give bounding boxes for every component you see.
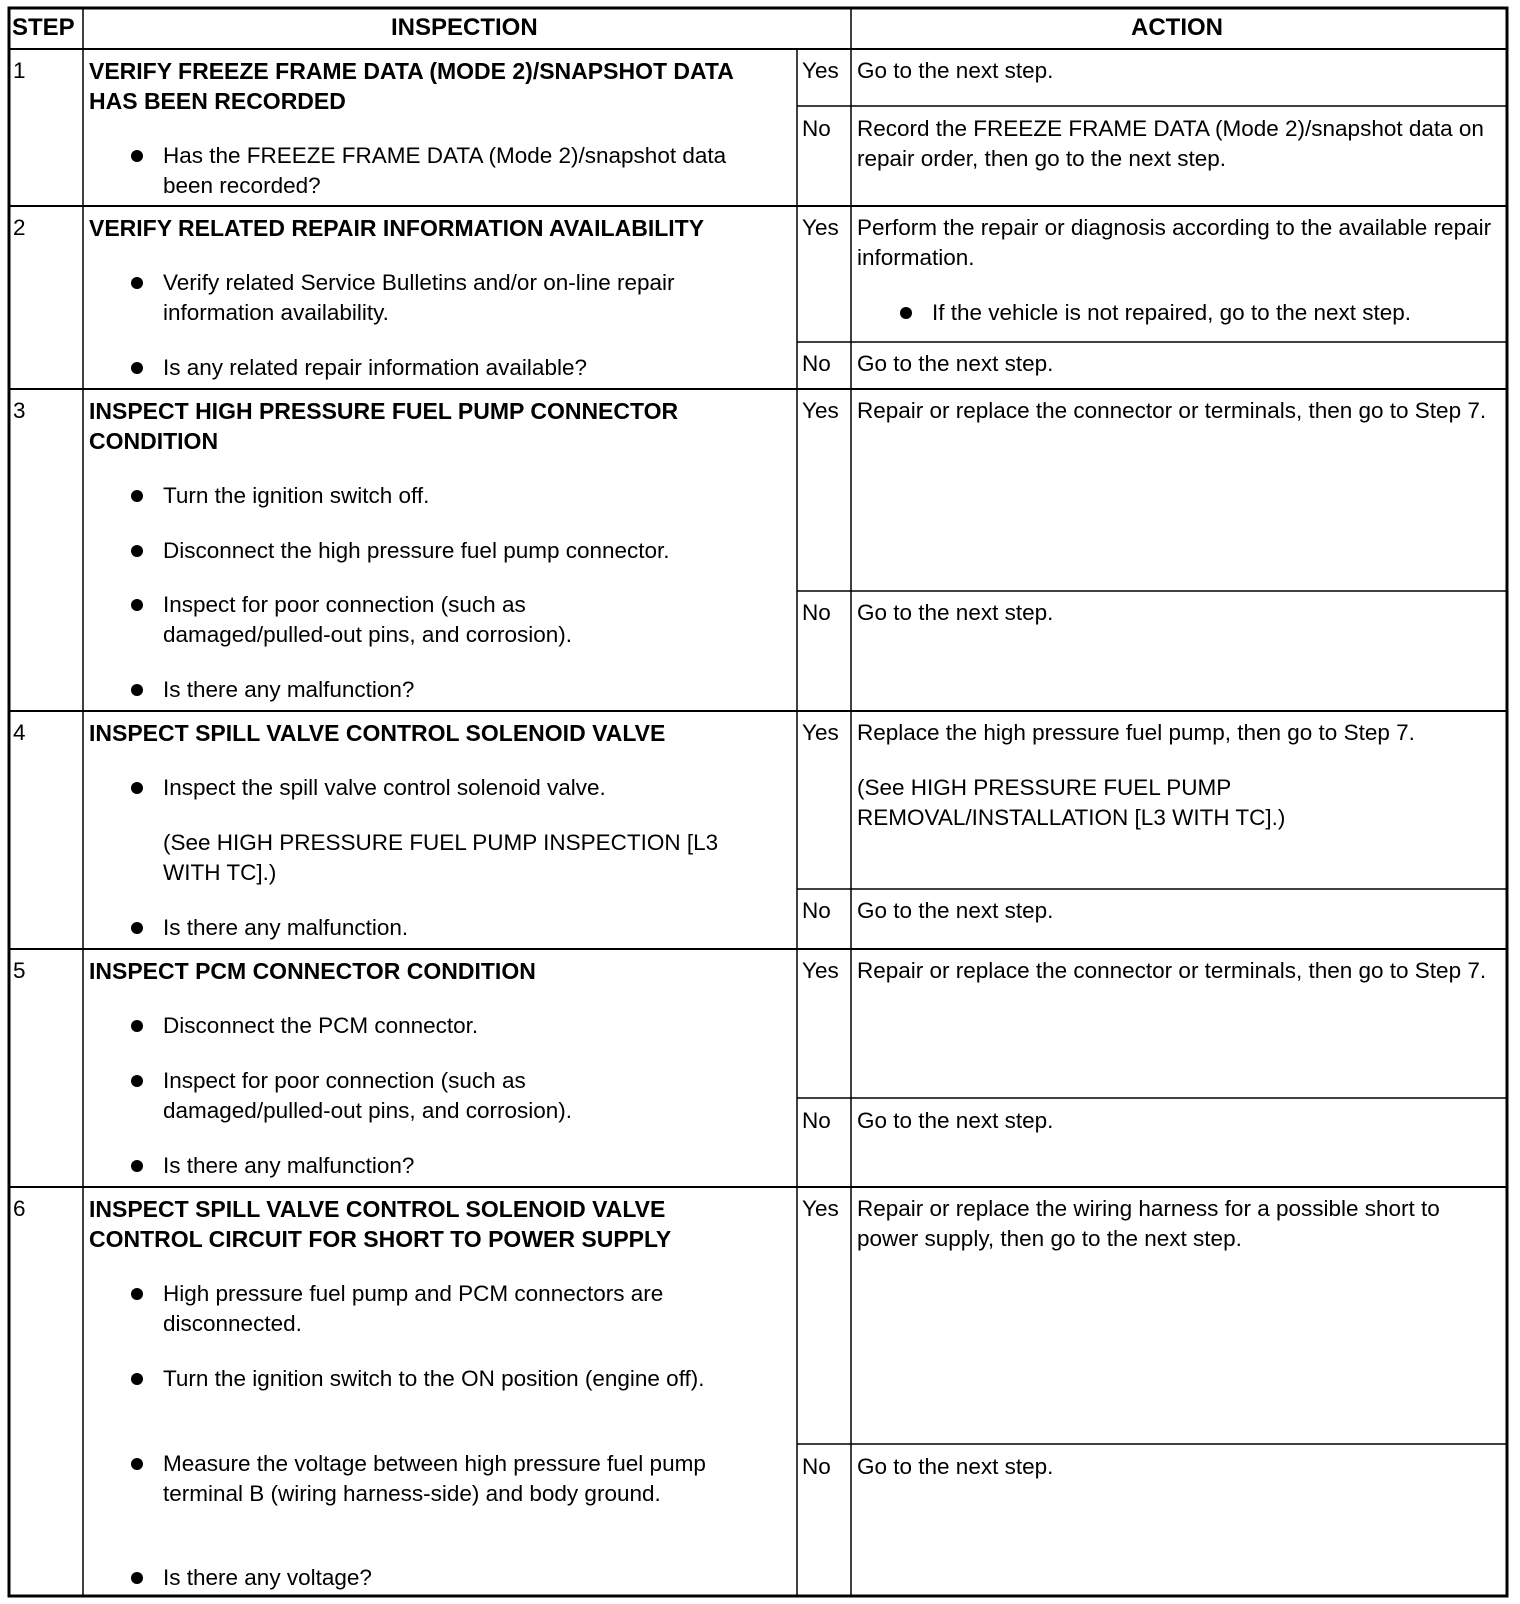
step-bullet: Inspect the spill valve control solenoid valve. bbox=[163, 773, 763, 803]
action-yes-bullet: If the vehicle is not repaired, go to the next step. bbox=[932, 298, 1502, 328]
action-yes-note: (See HIGH PRESSURE FUEL PUMP REMOVAL/INSTALLATION [L3 WITH TC].) bbox=[857, 775, 1286, 830]
step-title: VERIFY RELATED REPAIR INFORMATION AVAILABILITY bbox=[89, 215, 705, 241]
action-yes: Repair or replace the wiring harness for a possible short to power supply, then go to the next step. bbox=[857, 1196, 1440, 1251]
answer-yes-label: Yes bbox=[802, 58, 839, 83]
step-note: (See HIGH PRESSURE FUEL PUMP INSPECTION [L3 WITH TC].) bbox=[163, 830, 719, 885]
step-bullet: Inspect for poor connection (such as damaged/pulled-out pins, and corrosion). bbox=[163, 590, 663, 650]
step-bullet: Measure the voltage between high pressure fuel pump terminal B (wiring harness-side) and body ground. bbox=[163, 1449, 723, 1509]
action-yes: Perform the repair or diagnosis according to the available repair information. bbox=[857, 215, 1492, 270]
answer-no-label: No bbox=[802, 1454, 831, 1479]
header-step: STEP bbox=[12, 14, 75, 41]
header-inspection: INSPECTION bbox=[391, 14, 538, 41]
header-action: ACTION bbox=[1131, 14, 1223, 41]
step-bullet: Has the FREEZE FRAME DATA (Mode 2)/snapshot data been recorded? bbox=[163, 141, 763, 201]
step-bullet: Is any related repair information available? bbox=[163, 353, 763, 383]
step-bullet: Is there any malfunction. bbox=[163, 913, 763, 943]
step-bullet: Is there any malfunction? bbox=[163, 675, 763, 705]
step-number: 3 bbox=[13, 398, 26, 423]
step-bullet: Turn the ignition switch to the ON position (engine off). bbox=[163, 1364, 733, 1394]
answer-yes-label: Yes bbox=[802, 958, 839, 983]
action-yes: Go to the next step. bbox=[857, 58, 1054, 83]
step-bullet: Is there any voltage? bbox=[163, 1563, 763, 1593]
action-no: Go to the next step. bbox=[857, 600, 1054, 625]
answer-yes-label: Yes bbox=[802, 398, 839, 423]
step-number: 2 bbox=[13, 215, 26, 240]
step-bullet: Turn the ignition switch off. bbox=[163, 481, 763, 511]
step-title: INSPECT SPILL VALVE CONTROL SOLENOID VALVE bbox=[89, 720, 666, 746]
answer-no-label: No bbox=[802, 898, 831, 923]
action-no: Go to the next step. bbox=[857, 1108, 1054, 1133]
step-bullet: High pressure fuel pump and PCM connectors are disconnected. bbox=[163, 1279, 743, 1339]
step-bullet: Disconnect the high pressure fuel pump connector. bbox=[163, 536, 763, 566]
answer-yes-label: Yes bbox=[802, 1196, 839, 1221]
action-yes: Replace the high pressure fuel pump, then go to Step 7. bbox=[857, 720, 1415, 745]
step-title: INSPECT PCM CONNECTOR CONDITION bbox=[89, 958, 536, 984]
answer-yes-label: Yes bbox=[802, 215, 839, 240]
step-number: 4 bbox=[13, 720, 26, 745]
step-title: INSPECT HIGH PRESSURE FUEL PUMP CONNECTOR CONDITION bbox=[89, 398, 679, 454]
step-number: 1 bbox=[13, 58, 26, 83]
action-no: Go to the next step. bbox=[857, 1454, 1054, 1479]
step-number: 5 bbox=[13, 958, 26, 983]
answer-no-label: No bbox=[802, 600, 831, 625]
step-number: 6 bbox=[13, 1196, 26, 1221]
step-title: VERIFY FREEZE FRAME DATA (MODE 2)/SNAPSHOT DATA HAS BEEN RECORDED bbox=[89, 58, 734, 114]
step-title: INSPECT SPILL VALVE CONTROL SOLENOID VALVE CONTROL CIRCUIT FOR SHORT TO POWER SUPPLY bbox=[89, 1196, 672, 1252]
action-no: Go to the next step. bbox=[857, 898, 1054, 923]
answer-no-label: No bbox=[802, 351, 831, 376]
answer-no-label: No bbox=[802, 116, 831, 141]
answer-no-label: No bbox=[802, 1108, 831, 1133]
action-no: Go to the next step. bbox=[857, 351, 1054, 376]
step-bullet: Verify related Service Bulletins and/or on-line repair information availability. bbox=[163, 268, 763, 328]
step-bullet: Disconnect the PCM connector. bbox=[163, 1011, 763, 1041]
answer-yes-label: Yes bbox=[802, 720, 839, 745]
step-bullet: Is there any malfunction? bbox=[163, 1151, 763, 1181]
action-no: Record the FREEZE FRAME DATA (Mode 2)/snapshot data on repair order, then go to the next step. bbox=[857, 116, 1484, 171]
action-yes: Repair or replace the connector or terminals, then go to Step 7. bbox=[857, 958, 1487, 983]
step-bullet: Inspect for poor connection (such as damaged/pulled-out pins, and corrosion). bbox=[163, 1066, 663, 1126]
action-yes: Repair or replace the connector or terminals, then go to Step 7. bbox=[857, 398, 1487, 423]
